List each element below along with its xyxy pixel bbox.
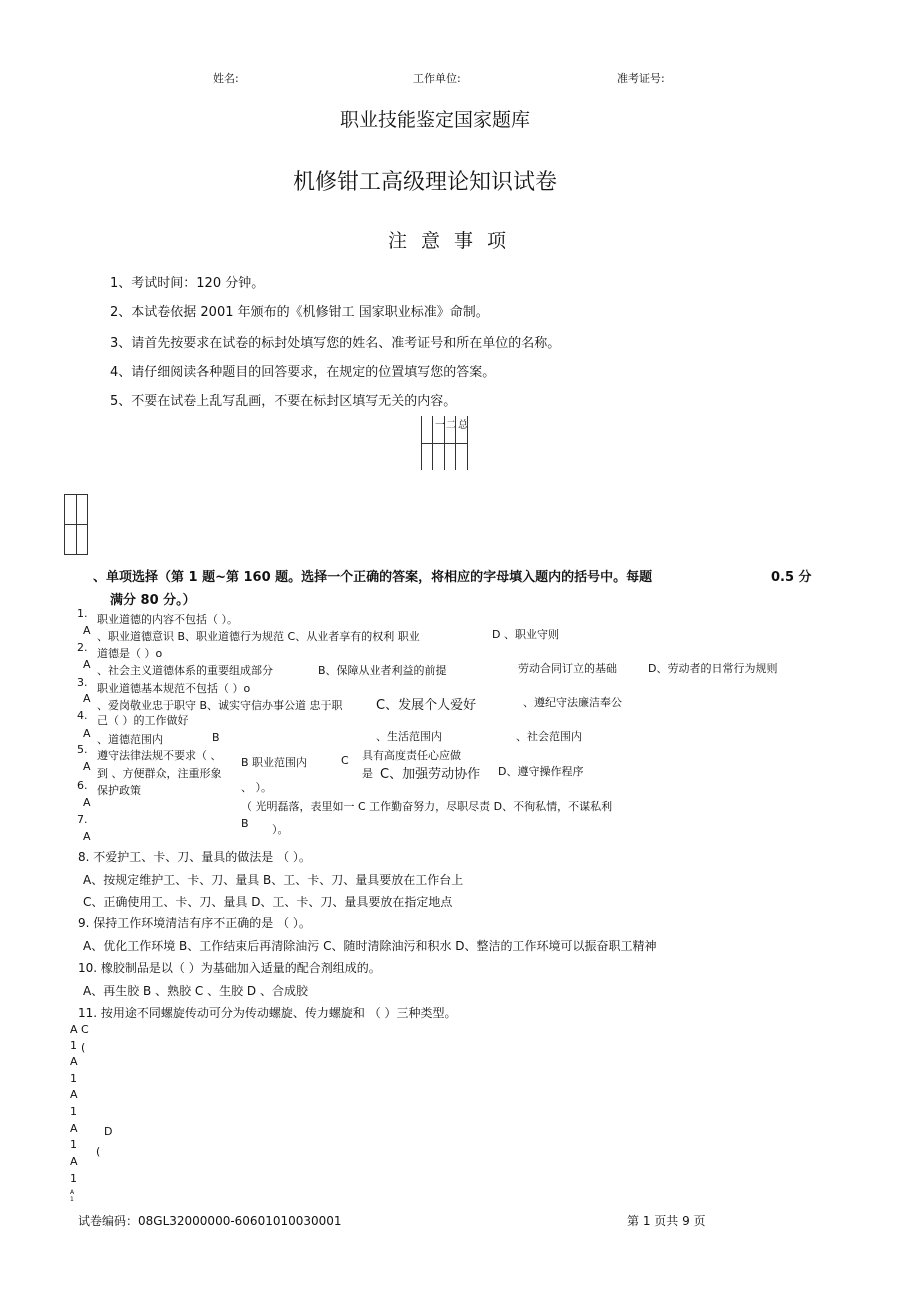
q5-a-marker: A <box>83 760 91 773</box>
q7-option-b: B <box>241 817 249 830</box>
page-number: 第 1 页共 9 页 <box>627 1214 706 1228</box>
margin-frag-d: D <box>104 1125 113 1138</box>
section-points: 0.5 分 <box>771 570 812 585</box>
score-col-3: 总 <box>458 420 468 431</box>
q1-stem: 职业道德的内容不包括（ ）。 <box>97 613 238 626</box>
q5-option-a: 到 、方便群众，注重形象 <box>97 767 222 780</box>
q1-a-marker: A <box>83 624 91 637</box>
margin-frag-4: 1 <box>70 1072 77 1085</box>
q3-options: 、爱岗敬业忠于职守 B、诚实守信办事公道 忠于职 <box>97 699 343 712</box>
q6-options: （ 光明磊落，表里如一 C 工作勤奋努力，尽职尽责 D、不徇私情，不谋私利 <box>241 800 613 813</box>
q5-stem: 遵守法律法规不要求（ 、 <box>97 749 222 762</box>
q7-a-marker: A <box>83 830 91 843</box>
q1-number: 1. <box>77 607 88 620</box>
note-5: 5、不要在试卷上乱写乱画，不要在标封区填写无关的内容。 <box>110 394 457 409</box>
q3-stem: 职业道德基本规范不包括（ ）o <box>97 682 251 695</box>
q4-option-a: 、道德范围内 <box>97 733 163 746</box>
margin-frag-3: A <box>70 1055 78 1068</box>
q11-stem: 11. 按用途不同螺旋传动可分为传动螺旋、传力螺旋和 （ ）三种类型。 <box>78 1006 457 1020</box>
q5-frag-d: 具有高度责任心应做 <box>362 749 461 762</box>
margin-frag-0: A C <box>70 1023 89 1036</box>
q5-frag-c: C <box>341 754 349 767</box>
q3-option-d: 、遵纪守法廉洁奉公 <box>523 696 622 709</box>
q4-option-d: 、社会范围内 <box>516 730 582 743</box>
q2-option-b: B、保障从业者利益的前提 <box>318 664 447 677</box>
margin-frag-1: 1 <box>70 1039 77 1052</box>
q5-number: 5. <box>77 743 88 756</box>
q1-options: 、职业道德意识 B、职业道德行为规范 C、从业者享有的权利 职业 <box>97 630 420 643</box>
q4-stem: 己（ ）的工作做好 <box>97 714 189 727</box>
q10-stem: 10. 橡胶制品是以（ ）为基础加入适量的配合剂组成的。 <box>78 961 381 975</box>
q2-number: 2. <box>77 641 88 654</box>
note-4: 4、请仔细阅读各种题目的回答要求，在规定的位置填写您的答案。 <box>110 365 496 380</box>
q5-frag-shi: 是 <box>362 767 373 780</box>
q2-stem: 道德是（ ）o <box>97 647 163 660</box>
q4-option-c: 、生活范围内 <box>376 730 442 743</box>
q2-a-marker: A <box>83 658 91 671</box>
score-col-1: 一 <box>435 420 445 431</box>
q10-options: A、再生胶 B 、熟胶 C 、生胶 D 、合成胶 <box>83 984 308 998</box>
ticket-label: 准考证号: <box>617 72 665 85</box>
q3-a-marker: A <box>83 692 91 705</box>
unit-label: 工作单位: <box>413 72 461 85</box>
margin-frag-6: 1 <box>70 1105 77 1118</box>
exam-code: 试卷编码：08GL32000000-60601010030001 <box>78 1214 342 1228</box>
q7-frag: ）。 <box>272 823 289 836</box>
margin-frag-11: A <box>70 1189 75 1196</box>
section-intro: 、单项选择（第 1 题~第 160 题。选择一个正确的答案，将相应的字母填入题内的括号中。每题 <box>93 570 653 585</box>
q5-frag-b: B 职业范围内 <box>241 756 308 769</box>
q1-option-d: D 、职业守则 <box>492 628 559 641</box>
q2-option-d: D、劳动者的日常行为规则 <box>648 662 778 675</box>
note-3: 3、请首先按要求在试卷的标封处填写您的姓名、准考证号和所在单位的名称。 <box>110 336 561 351</box>
note-2: 2、本试卷依据 2001 年颁布的《机修钳工 国家职业标准》命制。 <box>110 305 489 320</box>
bank-title: 职业技能鉴定国家题库 <box>340 109 531 131</box>
q2-option-a: 、社会主义道德体系的重要组成部分 <box>97 664 273 677</box>
margin-frag-12: 1 <box>70 1196 74 1203</box>
margin-frag-10: 1 <box>70 1172 77 1185</box>
q9-options: A、优化工作环境 B、工作结束后再清除油污 C、随时清除油污和积水 D、整洁的工作环境可以振奋职工精神 <box>83 939 657 953</box>
margin-frag-2: ( <box>81 1041 86 1054</box>
margin-frag-9: A <box>70 1155 78 1168</box>
margin-frag-5: A <box>70 1088 78 1101</box>
q7-number: 7. <box>77 813 88 826</box>
q2-option-c: 劳动合同订立的基础 <box>518 662 617 675</box>
q8-options-2: C、正确使用工、卡、刀、量具 D、工、卡、刀、量具要放在指定地点 <box>83 895 453 909</box>
section-total: 满分 80 分。） <box>110 593 196 608</box>
q4-number: 4. <box>77 709 88 722</box>
q4-a-marker: A <box>83 727 91 740</box>
q8-options-1: A、按规定维护工、卡、刀、量具 B、工、卡、刀、量具要放在工作台上 <box>83 873 464 887</box>
q6-number: 6. <box>77 779 88 792</box>
q3-number: 3. <box>77 676 88 689</box>
exam-title: 机修钳工高级理论知识试卷 <box>293 170 558 195</box>
margin-frag-paren: ( <box>96 1145 101 1158</box>
margin-frag-8: 1 <box>70 1138 77 1151</box>
q3-option-c: C、发展个人爱好 <box>376 698 477 713</box>
q6-a-marker: A <box>83 796 91 809</box>
score-col-2: 二 <box>446 420 456 431</box>
q5-option-c: C、加强劳动协作 <box>380 767 481 782</box>
margin-frag-7: A <box>70 1122 78 1135</box>
q4-option-b: B <box>212 731 220 744</box>
q8-stem: 8. 不爱护工、卡、刀、量具的做法是 （ ）。 <box>78 850 311 864</box>
note-1: 1、考试时间：120 分钟。 <box>110 276 265 291</box>
q9-stem: 9. 保持工作环境清洁有序不正确的是 （ ）。 <box>78 916 311 930</box>
name-label: 姓名: <box>213 72 239 85</box>
q6-frag: 、 ）。 <box>241 781 272 794</box>
q5-option-d: D、遵守操作程序 <box>498 765 584 778</box>
q6-stem: 保护政策 <box>97 784 141 797</box>
notice-title: 注意事项 <box>388 230 521 252</box>
